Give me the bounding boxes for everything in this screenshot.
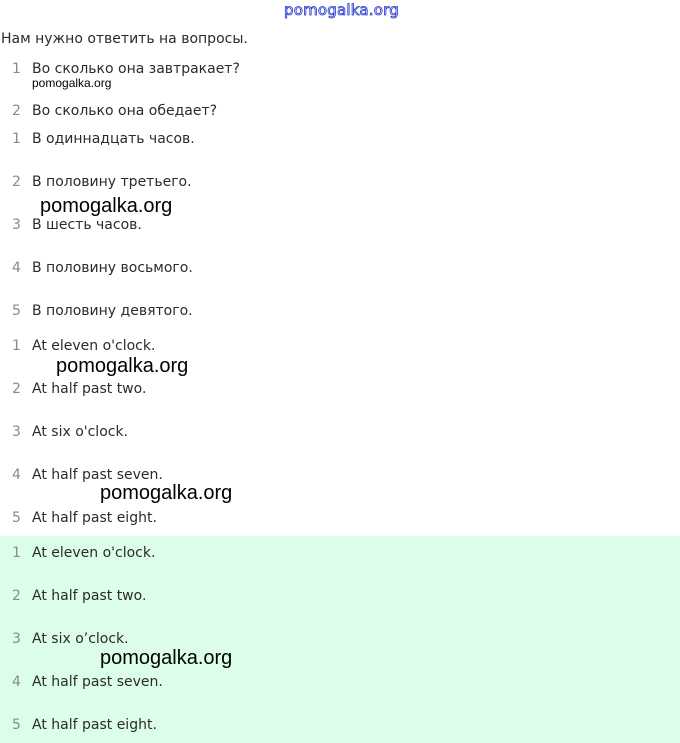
item-number: 4 [12, 674, 21, 690]
item-text: At half past seven. [32, 467, 163, 483]
item-number: 4 [12, 467, 21, 483]
item-number: 5 [12, 510, 21, 526]
item-text: В половину восьмого. [32, 260, 193, 276]
item-number: 3 [12, 217, 21, 233]
item-number: 5 [12, 303, 21, 319]
item-text: Во сколько она обедает? [32, 103, 218, 119]
item-text: В шесть часов. [32, 217, 142, 233]
item-number: 1 [12, 338, 21, 354]
item-text: At six o’clock. [32, 631, 129, 647]
item-text: At half past two. [32, 381, 147, 397]
intro-text: Нам нужно ответить на вопросы. [1, 31, 248, 47]
item-text: At half past eight. [32, 510, 157, 526]
item-number: 1 [12, 545, 21, 561]
item-text: Во сколько она завтракает? [32, 61, 240, 77]
item-number: 2 [12, 103, 21, 119]
item-text: At eleven o'clock. [32, 338, 156, 354]
item-text: At six o'clock. [32, 424, 129, 440]
item-number: 5 [12, 717, 21, 733]
watermark: pomogalka.org [56, 355, 189, 377]
item-number: 2 [12, 588, 21, 604]
item-text: В одиннадцать часов. [32, 131, 195, 147]
item-text: В половину девятого. [32, 303, 193, 319]
item-number: 2 [12, 381, 21, 397]
item-number: 4 [12, 260, 21, 276]
watermark: pomogalka.org [100, 482, 233, 504]
watermark-small: pomogalka.org [32, 76, 112, 90]
header-watermark: pomogalka.org [284, 1, 399, 19]
item-number: 2 [12, 174, 21, 190]
item-text: At eleven o'clock. [32, 545, 156, 561]
item-number: 1 [12, 131, 21, 147]
watermark: pomogalka.org [40, 195, 173, 217]
item-text: At half past two. [32, 588, 147, 604]
item-text: В половину третьего. [32, 174, 192, 190]
item-number: 1 [12, 61, 21, 77]
item-number: 3 [12, 631, 21, 647]
item-number: 3 [12, 424, 21, 440]
watermark: pomogalka.org [100, 647, 233, 669]
item-text: At half past eight. [32, 717, 157, 733]
item-text: At half past seven. [32, 674, 163, 690]
